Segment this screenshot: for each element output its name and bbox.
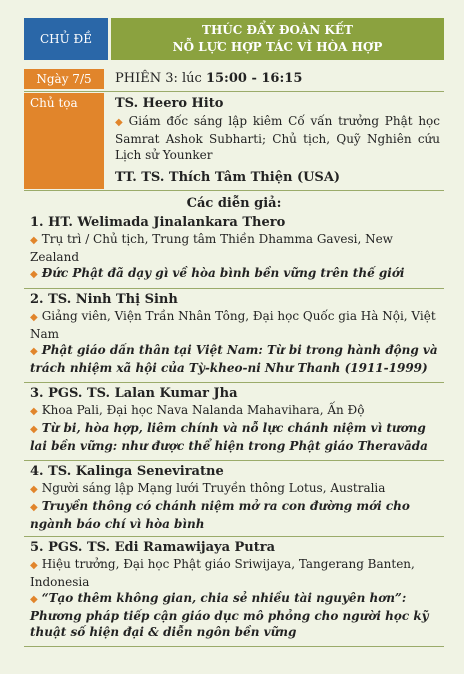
bullet-icon: ◆ [30, 406, 38, 417]
topic-title-line1: THÚC ĐẨY ĐOÀN KẾT [202, 23, 353, 37]
divider [24, 536, 444, 537]
speaker-item [30, 540, 442, 640]
speaker-topic: ◆ Đức Phật đã dạy gì về hòa bình bền vững trên thế giới [30, 266, 405, 280]
bullet-icon: ◆ [30, 560, 38, 571]
divider [24, 460, 444, 461]
speaker-desc: ◆ Trụ trì / Chủ tịch, Trung tâm Thiền Dhamma Gavesi, New Zealand [30, 232, 393, 264]
speaker-item [30, 386, 442, 454]
bullet-icon: ◆ [30, 484, 38, 495]
speaker-item [30, 215, 442, 283]
bullet-icon: ◆ [30, 502, 38, 513]
session-time [115, 71, 302, 86]
divider [24, 288, 444, 289]
speaker-desc: ◆ Giảng viên, Viện Trần Nhân Tông, Đại học Quốc gia Hà Nội, Việt Nam [30, 309, 436, 341]
speaker-name: 5. PGS. TS. Edi Ramawijaya Putra [30, 540, 276, 555]
session-prefix: PHIÊN 3: lúc [115, 71, 206, 86]
divider [24, 91, 444, 92]
speakers-title: Các diễn giả: [186, 196, 282, 211]
speaker-desc: ◆ Khoa Pali, Đại học Nava Nalanda Mahavihara, Ấn Độ [30, 403, 365, 417]
speaker-name: 2. TS. Ninh Thị Sinh [30, 292, 178, 307]
divider [24, 190, 444, 191]
speaker-desc: ◆ Người sáng lập Mạng lưới Truyền thông Lotus, Australia [30, 481, 386, 495]
bullet-icon: ◆ [30, 594, 38, 605]
speaker-topic: ◆ Truyền thông có chánh niệm mở ra con đường mới cho ngành báo chí vì hòa bình [30, 499, 410, 531]
bullet-icon: ◆ [30, 346, 38, 357]
chair-desc [115, 113, 440, 163]
speaker-item [30, 292, 442, 376]
speaker-name: 1. HT. Welimada Jinalankara Thero [30, 215, 286, 230]
speaker-item [30, 464, 442, 532]
bullet-icon: ◆ [30, 269, 38, 280]
session-time-value: 15:00 - 16:15 [205, 71, 303, 86]
topic-title-line2: NỖ LỰC HỢP TÁC VÌ HÒA HỢP [172, 40, 383, 54]
bullet-icon: ◆ [30, 235, 38, 246]
topic-label: CHỦ ĐỀ [24, 18, 108, 60]
topic-title [111, 18, 444, 60]
bullet-icon: ◆ [115, 117, 125, 128]
speaker-name: 4. TS. Kalinga Seneviratne [30, 464, 224, 479]
divider [24, 382, 444, 383]
speaker-name: 3. PGS. TS. Lalan Kumar Jha [30, 386, 238, 401]
bullet-icon: ◆ [30, 312, 38, 323]
chair-name: TS. Heero Hito [115, 96, 224, 111]
divider [24, 646, 444, 647]
speaker-topic: ◆ Từ bi, hòa hợp, liêm chính và nỗ lực chánh niệm vì tương lai bền vững: như được thể hiện trong Phật giáo Theravāda [30, 421, 428, 453]
speaker-topic: ◆ Phật giáo dấn thân tại Việt Nam: Từ bi trong hành động và trách nhiệm xã hội của Tỳ-kheo-ni Như Thanh (1911-1999) [30, 343, 438, 375]
speaker-desc: ◆ Hiệu trưởng, Đại học Phật giáo Sriwijaya, Tangerang Banten, Indonesia [30, 557, 415, 589]
date-cell: Ngày 7/5 [24, 69, 104, 89]
speaker-topic: ◆ “Tạo thêm không gian, chia sẻ nhiều tài nguyên hơn”: Phương pháp tiếp cận giáo dục mô phỏng cho người học kỹ thuật số hiện đại & diễn ngôn bền vững [30, 591, 429, 639]
chair-label: Chủ tọa [24, 93, 104, 189]
bullet-icon: ◆ [30, 424, 38, 435]
chair-desc-text: Giám đốc sáng lập kiêm Cố vấn trưởng Phật học Samrat Ashok Subharti; Chủ tịch, Quỹ Nghiên cứu Lịch sử Younker [115, 114, 440, 162]
moderator-name: TT. TS. Thích Tâm Thiện (USA) [115, 170, 341, 185]
